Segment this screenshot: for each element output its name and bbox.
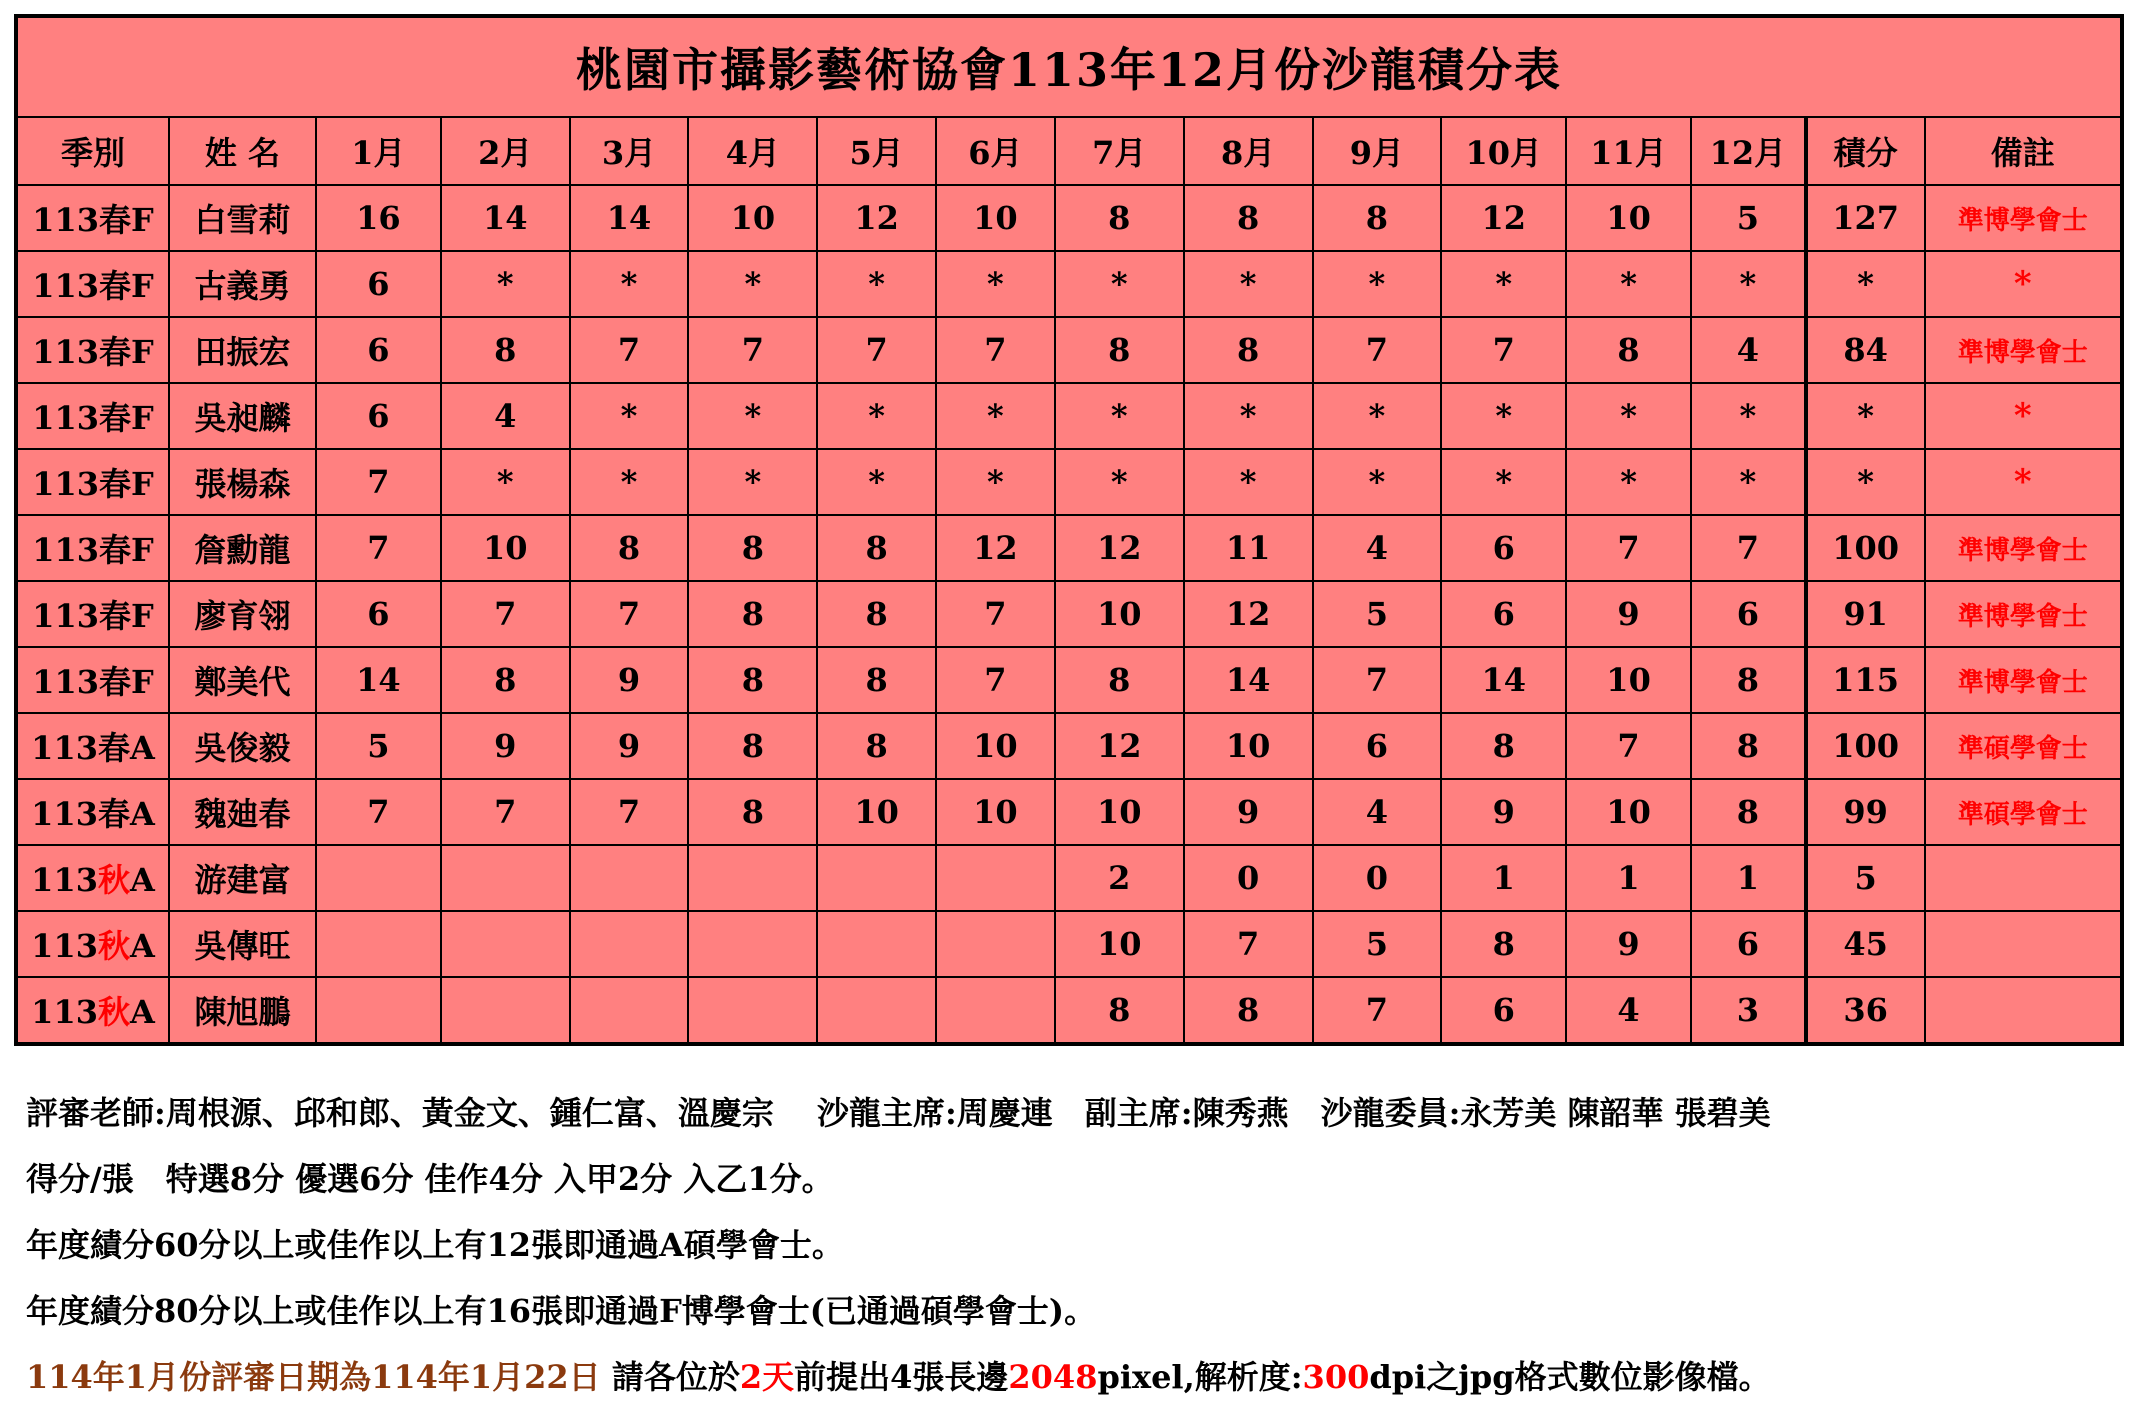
month-score: * bbox=[1184, 449, 1313, 515]
month-score: * bbox=[817, 383, 936, 449]
month-score: 6 bbox=[1441, 515, 1566, 581]
member-name: 張楊森 bbox=[169, 449, 316, 515]
month-score: 8 bbox=[1184, 185, 1313, 251]
month-score: 8 bbox=[1441, 713, 1566, 779]
season-part: 113春F bbox=[32, 399, 154, 437]
score-sheet bbox=[14, 14, 2124, 1046]
season-cell bbox=[16, 581, 169, 647]
month-score: * bbox=[936, 383, 1055, 449]
month-score: 7 bbox=[1691, 515, 1806, 581]
month-score: 7 bbox=[936, 581, 1055, 647]
season-cell bbox=[16, 185, 169, 251]
season-part: 113春F bbox=[32, 201, 154, 239]
month-score: 10 bbox=[936, 713, 1055, 779]
month-score: 8 bbox=[817, 713, 936, 779]
column-header: 季別 bbox=[16, 117, 169, 185]
member-name: 陳旭鵬 bbox=[169, 977, 316, 1044]
month-score bbox=[688, 845, 817, 911]
month-score: 8 bbox=[1184, 977, 1313, 1044]
masters-rule-line: 年度績分60分以上或佳作以上有12張即通過A碩學會士。 bbox=[26, 1226, 844, 1264]
fellow-rule-line: 年度績分80分以上或佳作以上有16張即通過F博學會士(已通過碩學會士)。 bbox=[26, 1292, 1097, 1330]
month-score: 12 bbox=[936, 515, 1055, 581]
month-score: 8 bbox=[441, 647, 570, 713]
month-score: 10 bbox=[441, 515, 570, 581]
month-score: * bbox=[817, 449, 936, 515]
month-score: * bbox=[1313, 251, 1442, 317]
header-row bbox=[16, 117, 2122, 185]
month-score: 10 bbox=[1055, 911, 1184, 977]
remark: * bbox=[1925, 449, 2123, 515]
table-row bbox=[16, 977, 2122, 1044]
month-score: 5 bbox=[1313, 911, 1442, 977]
month-score: 5 bbox=[1691, 185, 1806, 251]
table-body bbox=[16, 185, 2122, 1044]
month-score: * bbox=[1566, 251, 1691, 317]
month-score: 4 bbox=[1566, 977, 1691, 1044]
month-score: 6 bbox=[316, 383, 441, 449]
month-score: 5 bbox=[316, 713, 441, 779]
month-score: * bbox=[1441, 251, 1566, 317]
month-score: 7 bbox=[1313, 317, 1442, 383]
score-table bbox=[14, 14, 2124, 1046]
remark bbox=[1925, 977, 2123, 1044]
month-score: 14 bbox=[1184, 647, 1313, 713]
month-score: 2 bbox=[1055, 845, 1184, 911]
table-row bbox=[16, 779, 2122, 845]
table-row bbox=[16, 515, 2122, 581]
total-score: * bbox=[1806, 251, 1925, 317]
month-score: 7 bbox=[817, 317, 936, 383]
month-score bbox=[441, 845, 570, 911]
month-score: 10 bbox=[1055, 581, 1184, 647]
judges-line: 評審老師:周根源、邱和郎、黃金文、鍾仁富、溫慶宗 沙龍主席:周慶連 副主席:陳秀燕 沙龍委員:永芳美 陳韶華 張碧美 bbox=[26, 1094, 1771, 1132]
month-score: 7 bbox=[1441, 317, 1566, 383]
month-score bbox=[817, 845, 936, 911]
month-score: 7 bbox=[1313, 647, 1442, 713]
season-part: A bbox=[129, 861, 155, 899]
month-score bbox=[316, 977, 441, 1044]
season-part: 113 bbox=[31, 993, 98, 1031]
month-score: 9 bbox=[441, 713, 570, 779]
month-score: 7 bbox=[441, 779, 570, 845]
table-row bbox=[16, 383, 2122, 449]
submit-days: 2天 bbox=[739, 1358, 795, 1396]
month-score: * bbox=[1184, 251, 1313, 317]
month-score: 4 bbox=[1691, 317, 1806, 383]
month-score bbox=[441, 977, 570, 1044]
column-header: 積分 bbox=[1806, 117, 1925, 185]
month-score: 4 bbox=[441, 383, 570, 449]
month-score: 7 bbox=[570, 779, 689, 845]
season-part: 113春F bbox=[32, 465, 154, 503]
month-score bbox=[936, 911, 1055, 977]
remark: 準博學會士 bbox=[1925, 515, 2123, 581]
month-score: 12 bbox=[1055, 515, 1184, 581]
page-title: 桃園市攝影藝術協會113年12月份沙龍積分表 bbox=[16, 16, 2122, 117]
month-score: * bbox=[688, 251, 817, 317]
month-score: 6 bbox=[1441, 581, 1566, 647]
month-score: 14 bbox=[316, 647, 441, 713]
month-score bbox=[936, 977, 1055, 1044]
month-score: 6 bbox=[316, 251, 441, 317]
season-part: A bbox=[129, 993, 155, 1031]
member-name: 廖育翎 bbox=[169, 581, 316, 647]
member-name: 鄭美代 bbox=[169, 647, 316, 713]
submit-text-4: dpi之jpg格式數位影像檔。 bbox=[1369, 1358, 1771, 1396]
month-score: 7 bbox=[441, 581, 570, 647]
month-score: 9 bbox=[1441, 779, 1566, 845]
month-score: 3 bbox=[1691, 977, 1806, 1044]
total-score: 115 bbox=[1806, 647, 1925, 713]
month-score: 8 bbox=[688, 647, 817, 713]
member-name: 古義勇 bbox=[169, 251, 316, 317]
month-score: 8 bbox=[817, 515, 936, 581]
member-name: 游建富 bbox=[169, 845, 316, 911]
table-row bbox=[16, 185, 2122, 251]
member-name: 田振宏 bbox=[169, 317, 316, 383]
scoring-line: 得分/張 特選8分 優選6分 佳作4分 入甲2分 入乙1分。 bbox=[26, 1160, 834, 1198]
month-score: 1 bbox=[1691, 845, 1806, 911]
month-score bbox=[570, 911, 689, 977]
month-score: 10 bbox=[1184, 713, 1313, 779]
total-score: 5 bbox=[1806, 845, 1925, 911]
month-score: 8 bbox=[1055, 185, 1184, 251]
month-score: * bbox=[570, 383, 689, 449]
month-score: 10 bbox=[1566, 779, 1691, 845]
remark: * bbox=[1925, 383, 2123, 449]
month-score: 7 bbox=[316, 449, 441, 515]
month-score: 7 bbox=[1566, 515, 1691, 581]
season-part: 113春F bbox=[32, 333, 154, 371]
month-score: 6 bbox=[1313, 713, 1442, 779]
month-score: 1 bbox=[1566, 845, 1691, 911]
month-score: * bbox=[1691, 383, 1806, 449]
season-part: 113春A bbox=[31, 729, 155, 767]
submit-text-2: 前提出4張長邊 bbox=[794, 1358, 1009, 1396]
month-score: 9 bbox=[1184, 779, 1313, 845]
table-row bbox=[16, 647, 2122, 713]
season-cell bbox=[16, 515, 169, 581]
remark: 準博學會士 bbox=[1925, 317, 2123, 383]
column-header: 12月 bbox=[1691, 117, 1806, 185]
month-score: 9 bbox=[570, 713, 689, 779]
month-score: 10 bbox=[1566, 185, 1691, 251]
month-score: 7 bbox=[1566, 713, 1691, 779]
season-part: 113 bbox=[31, 861, 98, 899]
month-score: 16 bbox=[316, 185, 441, 251]
table-row bbox=[16, 713, 2122, 779]
column-header: 1月 bbox=[316, 117, 441, 185]
total-score: 127 bbox=[1806, 185, 1925, 251]
remark: 準博學會士 bbox=[1925, 581, 2123, 647]
total-score: 36 bbox=[1806, 977, 1925, 1044]
season-cell bbox=[16, 911, 169, 977]
season-cell bbox=[16, 449, 169, 515]
month-score bbox=[441, 911, 570, 977]
column-header: 10月 bbox=[1441, 117, 1566, 185]
column-header: 備註 bbox=[1925, 117, 2123, 185]
month-score: * bbox=[1055, 449, 1184, 515]
month-score: 4 bbox=[1313, 779, 1442, 845]
month-score: 7 bbox=[570, 581, 689, 647]
month-score bbox=[570, 977, 689, 1044]
month-score: 8 bbox=[688, 581, 817, 647]
season-part: 113 bbox=[31, 927, 98, 965]
member-name: 吳傳旺 bbox=[169, 911, 316, 977]
month-score: 8 bbox=[688, 779, 817, 845]
total-score: * bbox=[1806, 449, 1925, 515]
month-score: 0 bbox=[1313, 845, 1442, 911]
remark: 準博學會士 bbox=[1925, 647, 2123, 713]
month-score bbox=[688, 977, 817, 1044]
member-name: 吳俊毅 bbox=[169, 713, 316, 779]
column-header: 3月 bbox=[570, 117, 689, 185]
month-score: 6 bbox=[316, 581, 441, 647]
month-score: 14 bbox=[1441, 647, 1566, 713]
month-score: 8 bbox=[688, 515, 817, 581]
table-row bbox=[16, 845, 2122, 911]
table-row bbox=[16, 449, 2122, 515]
season-part: 113春F bbox=[32, 267, 154, 305]
month-score: * bbox=[688, 449, 817, 515]
month-score: * bbox=[441, 251, 570, 317]
month-score: * bbox=[1313, 449, 1442, 515]
month-score: 8 bbox=[817, 647, 936, 713]
season-cell bbox=[16, 977, 169, 1044]
month-score bbox=[688, 911, 817, 977]
month-score: * bbox=[1313, 383, 1442, 449]
month-score: 8 bbox=[1566, 317, 1691, 383]
month-score bbox=[817, 911, 936, 977]
remark bbox=[1925, 845, 2123, 911]
total-score: 45 bbox=[1806, 911, 1925, 977]
month-score: * bbox=[1441, 449, 1566, 515]
column-header: 姓 名 bbox=[169, 117, 316, 185]
month-score: 8 bbox=[1691, 713, 1806, 779]
month-score: * bbox=[570, 449, 689, 515]
month-score: * bbox=[1441, 383, 1566, 449]
total-score: 100 bbox=[1806, 515, 1925, 581]
month-score: 8 bbox=[1184, 317, 1313, 383]
month-score: * bbox=[688, 383, 817, 449]
total-score: 99 bbox=[1806, 779, 1925, 845]
month-score: 6 bbox=[1691, 581, 1806, 647]
remark bbox=[1925, 911, 2123, 977]
month-score: 9 bbox=[1566, 581, 1691, 647]
season-cell bbox=[16, 845, 169, 911]
month-score: 7 bbox=[688, 317, 817, 383]
month-score: 8 bbox=[1055, 977, 1184, 1044]
month-score: 1 bbox=[1441, 845, 1566, 911]
month-score: * bbox=[936, 449, 1055, 515]
pixel-size: 2048 bbox=[1008, 1358, 1098, 1396]
month-score: 7 bbox=[316, 779, 441, 845]
total-score: 91 bbox=[1806, 581, 1925, 647]
month-score bbox=[570, 845, 689, 911]
table-row bbox=[16, 251, 2122, 317]
month-score: 9 bbox=[570, 647, 689, 713]
month-score: 7 bbox=[936, 317, 1055, 383]
season-part: 秋 bbox=[97, 861, 130, 899]
remark: 準碩學會士 bbox=[1925, 713, 2123, 779]
month-score: 7 bbox=[570, 317, 689, 383]
season-cell bbox=[16, 713, 169, 779]
month-score: 8 bbox=[570, 515, 689, 581]
season-cell bbox=[16, 779, 169, 845]
month-score: 8 bbox=[688, 713, 817, 779]
season-part: 113春F bbox=[32, 531, 154, 569]
next-judging-line bbox=[26, 1344, 2116, 1410]
month-score: 12 bbox=[1055, 713, 1184, 779]
season-cell bbox=[16, 383, 169, 449]
month-score: 8 bbox=[1691, 779, 1806, 845]
season-part: 113春A bbox=[31, 795, 155, 833]
season-cell bbox=[16, 647, 169, 713]
month-score: * bbox=[441, 449, 570, 515]
month-score: * bbox=[936, 251, 1055, 317]
column-header: 9月 bbox=[1313, 117, 1442, 185]
dpi-value: 300 bbox=[1302, 1358, 1370, 1396]
remark: 準博學會士 bbox=[1925, 185, 2123, 251]
month-score: 6 bbox=[316, 317, 441, 383]
table-row bbox=[16, 581, 2122, 647]
month-score: * bbox=[1566, 383, 1691, 449]
season-part: 113春F bbox=[32, 663, 154, 701]
notes-section bbox=[26, 1080, 2116, 1410]
column-header: 6月 bbox=[936, 117, 1055, 185]
submit-text-3: pixel,解析度: bbox=[1097, 1358, 1303, 1396]
month-score: 8 bbox=[1441, 911, 1566, 977]
month-score: * bbox=[1055, 383, 1184, 449]
judging-date: 114年1月份評審日期為114年1月22日 bbox=[26, 1358, 601, 1396]
month-score: 8 bbox=[1313, 185, 1442, 251]
month-score: 12 bbox=[1184, 581, 1313, 647]
month-score: 0 bbox=[1184, 845, 1313, 911]
month-score: 7 bbox=[1184, 911, 1313, 977]
month-score: * bbox=[817, 251, 936, 317]
total-score: 100 bbox=[1806, 713, 1925, 779]
month-score: 10 bbox=[936, 779, 1055, 845]
month-score: 14 bbox=[570, 185, 689, 251]
month-score: 7 bbox=[936, 647, 1055, 713]
month-score: * bbox=[570, 251, 689, 317]
month-score bbox=[316, 845, 441, 911]
month-score: 12 bbox=[817, 185, 936, 251]
month-score: * bbox=[1691, 449, 1806, 515]
month-score: 10 bbox=[1566, 647, 1691, 713]
month-score: 6 bbox=[1691, 911, 1806, 977]
month-score: * bbox=[1184, 383, 1313, 449]
month-score: 10 bbox=[1055, 779, 1184, 845]
member-name: 詹勳龍 bbox=[169, 515, 316, 581]
table-row bbox=[16, 911, 2122, 977]
month-score: 10 bbox=[936, 185, 1055, 251]
month-score bbox=[316, 911, 441, 977]
month-score: 8 bbox=[1055, 317, 1184, 383]
month-score: 5 bbox=[1313, 581, 1442, 647]
month-score: 8 bbox=[1055, 647, 1184, 713]
month-score: 10 bbox=[817, 779, 936, 845]
month-score: 7 bbox=[316, 515, 441, 581]
remark: * bbox=[1925, 251, 2123, 317]
month-score: 8 bbox=[817, 581, 936, 647]
month-score: * bbox=[1566, 449, 1691, 515]
month-score: 8 bbox=[441, 317, 570, 383]
month-score: 14 bbox=[441, 185, 570, 251]
column-header: 4月 bbox=[688, 117, 817, 185]
season-part: 秋 bbox=[97, 927, 130, 965]
column-header: 11月 bbox=[1566, 117, 1691, 185]
member-name: 吳昶麟 bbox=[169, 383, 316, 449]
remark: 準碩學會士 bbox=[1925, 779, 2123, 845]
column-header: 7月 bbox=[1055, 117, 1184, 185]
month-score: 12 bbox=[1441, 185, 1566, 251]
season-part: 113春F bbox=[32, 597, 154, 635]
month-score bbox=[817, 977, 936, 1044]
season-part: A bbox=[129, 927, 155, 965]
season-cell bbox=[16, 251, 169, 317]
month-score: 11 bbox=[1184, 515, 1313, 581]
month-score: 9 bbox=[1566, 911, 1691, 977]
month-score: 10 bbox=[688, 185, 817, 251]
table-row bbox=[16, 317, 2122, 383]
month-score: 4 bbox=[1313, 515, 1442, 581]
season-cell bbox=[16, 317, 169, 383]
month-score: 7 bbox=[1313, 977, 1442, 1044]
submit-text-1: 請各位於 bbox=[600, 1358, 740, 1396]
total-score: * bbox=[1806, 383, 1925, 449]
month-score: * bbox=[1691, 251, 1806, 317]
month-score: 6 bbox=[1441, 977, 1566, 1044]
season-part: 秋 bbox=[97, 993, 130, 1031]
member-name: 白雪莉 bbox=[169, 185, 316, 251]
column-header: 2月 bbox=[441, 117, 570, 185]
month-score bbox=[936, 845, 1055, 911]
total-score: 84 bbox=[1806, 317, 1925, 383]
column-header: 5月 bbox=[817, 117, 936, 185]
month-score: * bbox=[1055, 251, 1184, 317]
column-header: 8月 bbox=[1184, 117, 1313, 185]
member-name: 魏廸春 bbox=[169, 779, 316, 845]
month-score: 8 bbox=[1691, 647, 1806, 713]
